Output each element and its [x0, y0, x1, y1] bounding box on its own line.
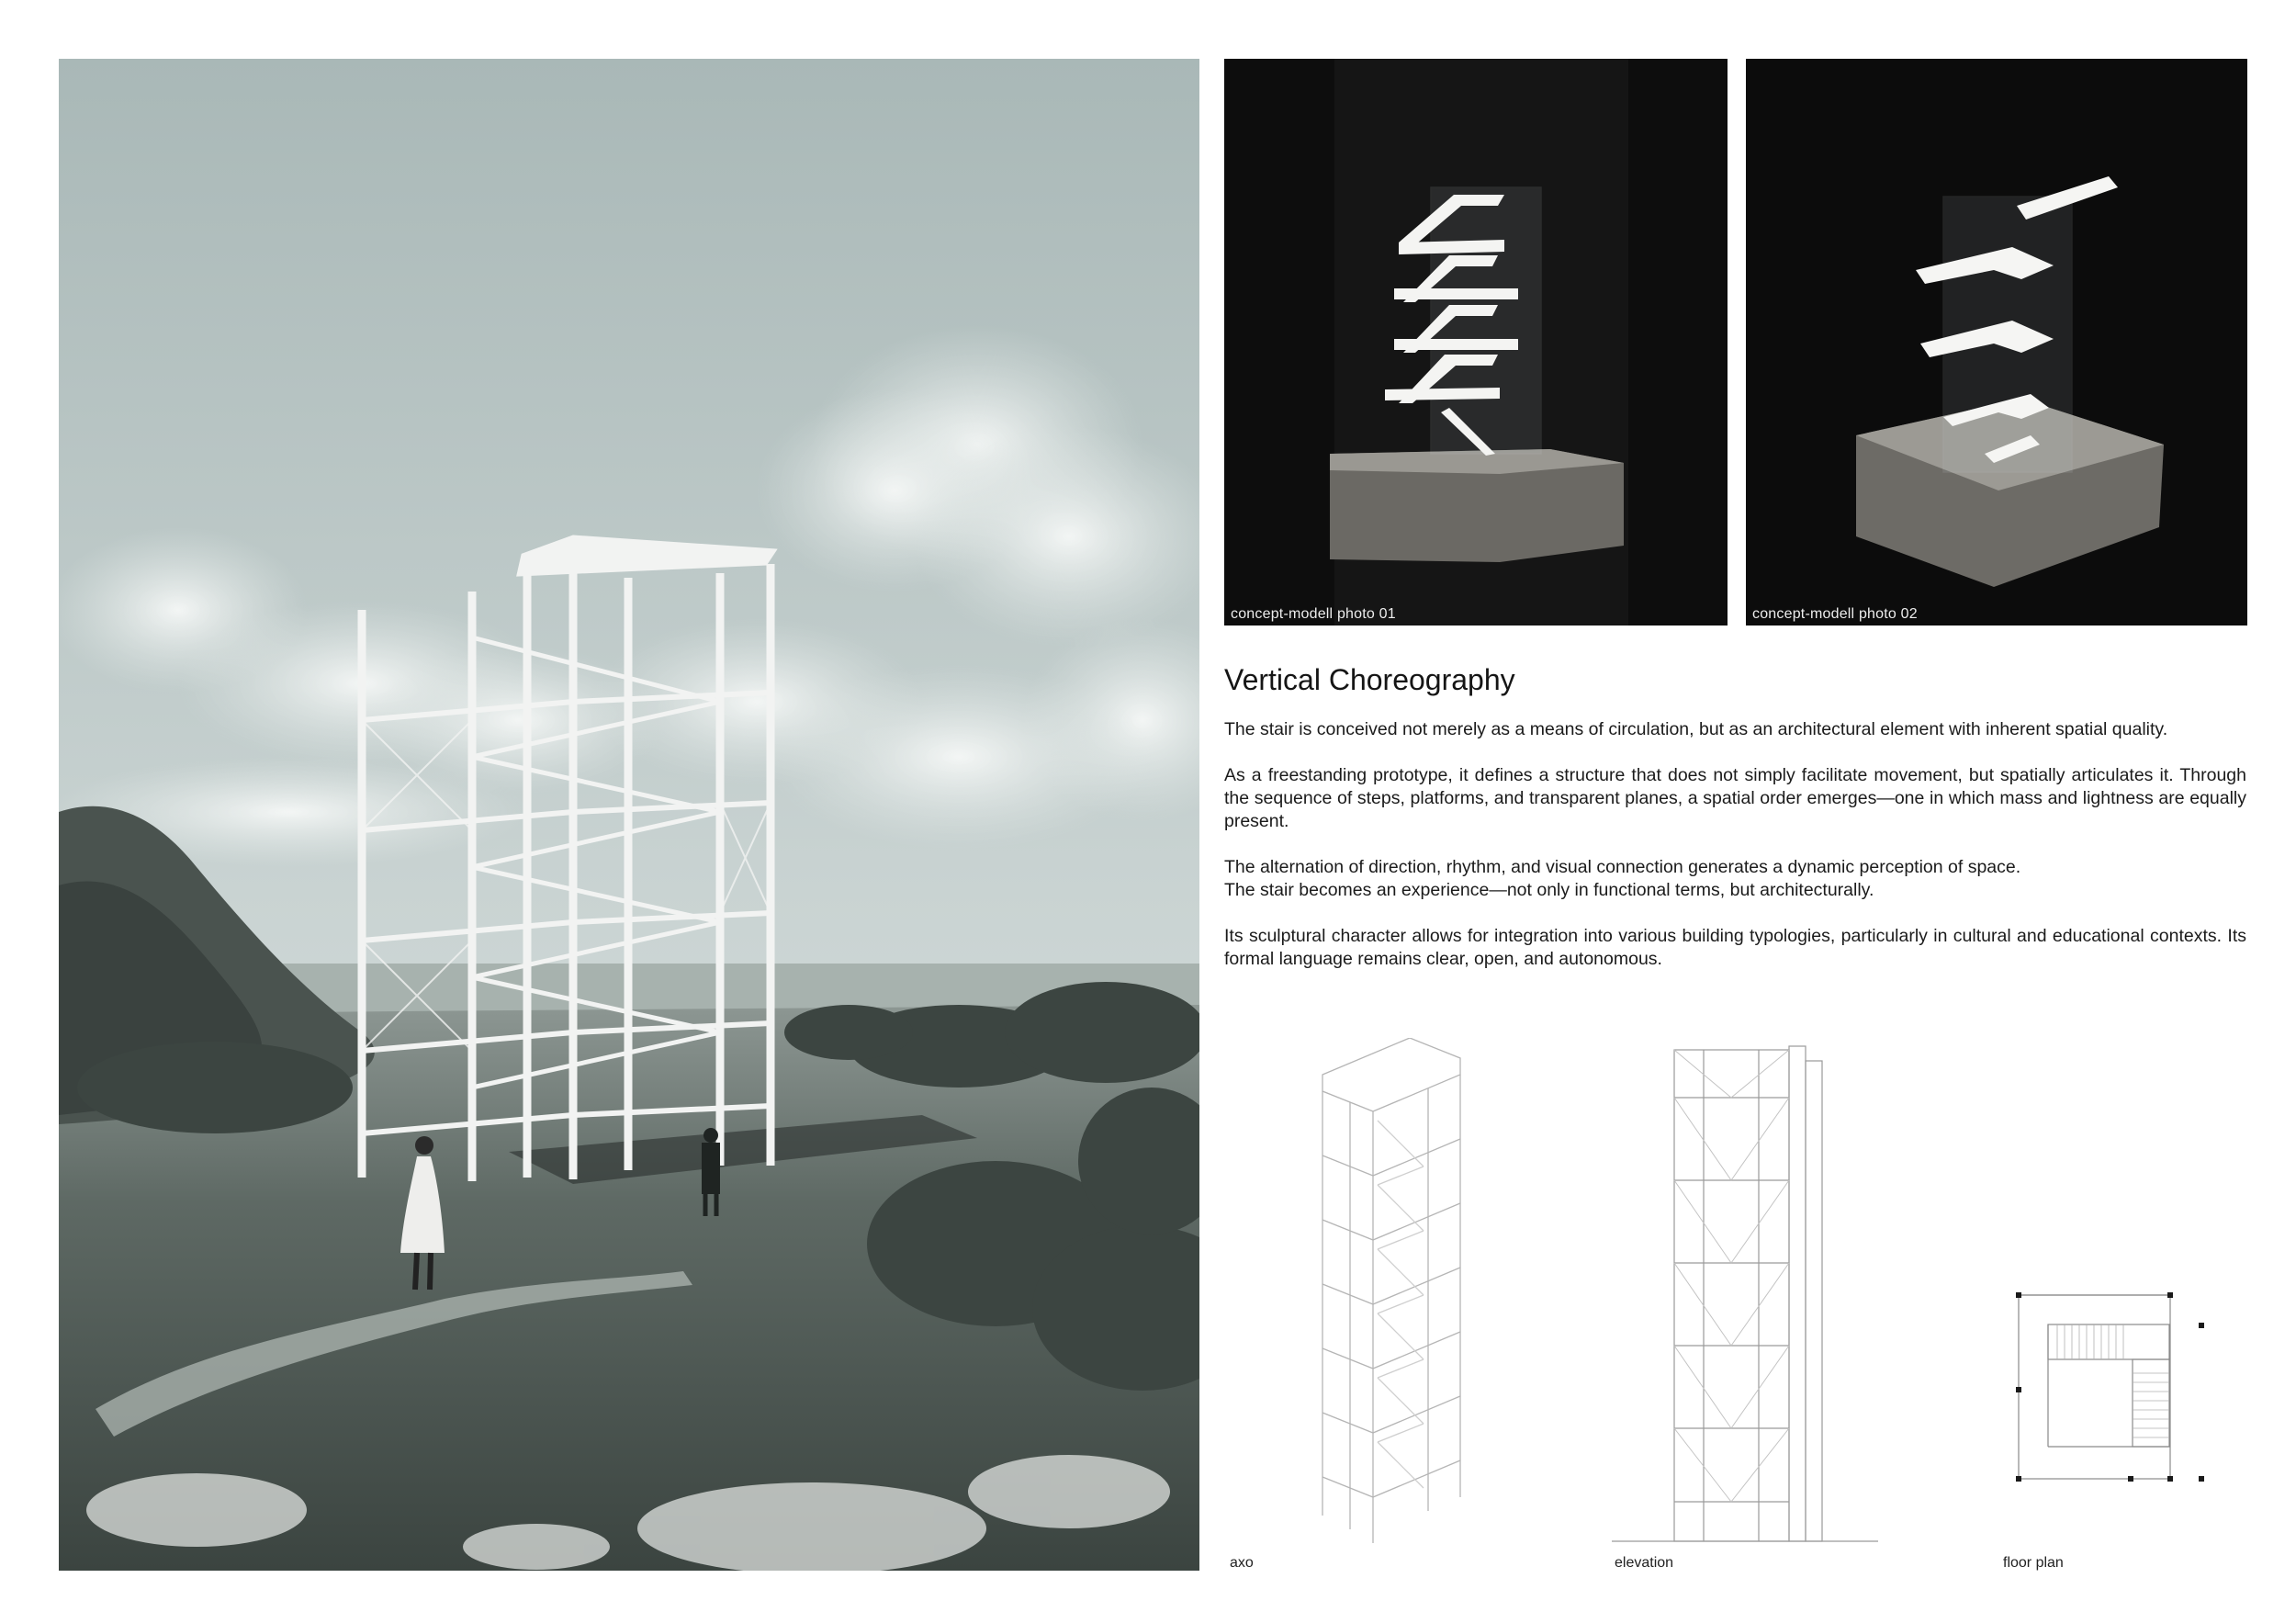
concept-model-photo-1: [1224, 59, 1728, 626]
paragraph-3-line-1: The alternation of direction, rhythm, and visual connection generates a dynamic perception of space.: [1224, 857, 2021, 877]
paragraph-2: As a freestanding prototype, it defines a structure that does not simply facilitate movement, but spatially articulates it. Through the sequence of steps, platforms, and transparent planes, a spatial order emerges—one in which mass and lightness are equally present.: [1224, 765, 2246, 831]
floor-plan-drawing: [2011, 1286, 2213, 1488]
paragraph-1: The stair is conceived not merely as a means of circulation, but as an architectural element with inherent spatial quality.: [1224, 719, 2168, 739]
elevation-drawing: [1612, 1043, 1878, 1548]
elevation-illustration: [1612, 1043, 1878, 1548]
axo-drawing: [1313, 1038, 1543, 1552]
landscape-illustration: [59, 59, 1199, 1571]
paragraph-3: [1224, 856, 2246, 902]
description-text: [1224, 718, 2246, 971]
landscape-render: [59, 59, 1199, 1571]
page-title: Vertical Choreography: [1224, 663, 1515, 696]
paragraph-4: Its sculptural character allows for integration into various building typologies, particularly in cultural and educational contexts. Its formal language remains clear, open, and autonomous.: [1224, 926, 2246, 969]
photo-2-caption: concept-modell photo 02: [1752, 606, 1918, 622]
floor-plan-illustration: [2011, 1286, 2213, 1488]
model-2-illustration: [1746, 59, 2247, 626]
axo-caption: axo: [1230, 1555, 1254, 1571]
elevation-caption: elevation: [1615, 1555, 1674, 1571]
axo-illustration: [1313, 1038, 1543, 1552]
concept-model-photo-2: [1746, 59, 2247, 626]
paragraph-3-line-2: The stair becomes an experience—not only in functional terms, but architecturally.: [1224, 880, 1874, 900]
photo-1-caption: concept-modell photo 01: [1231, 606, 1396, 622]
floor-plan-caption: floor plan: [2003, 1555, 2064, 1571]
model-1-illustration: [1224, 59, 1728, 626]
